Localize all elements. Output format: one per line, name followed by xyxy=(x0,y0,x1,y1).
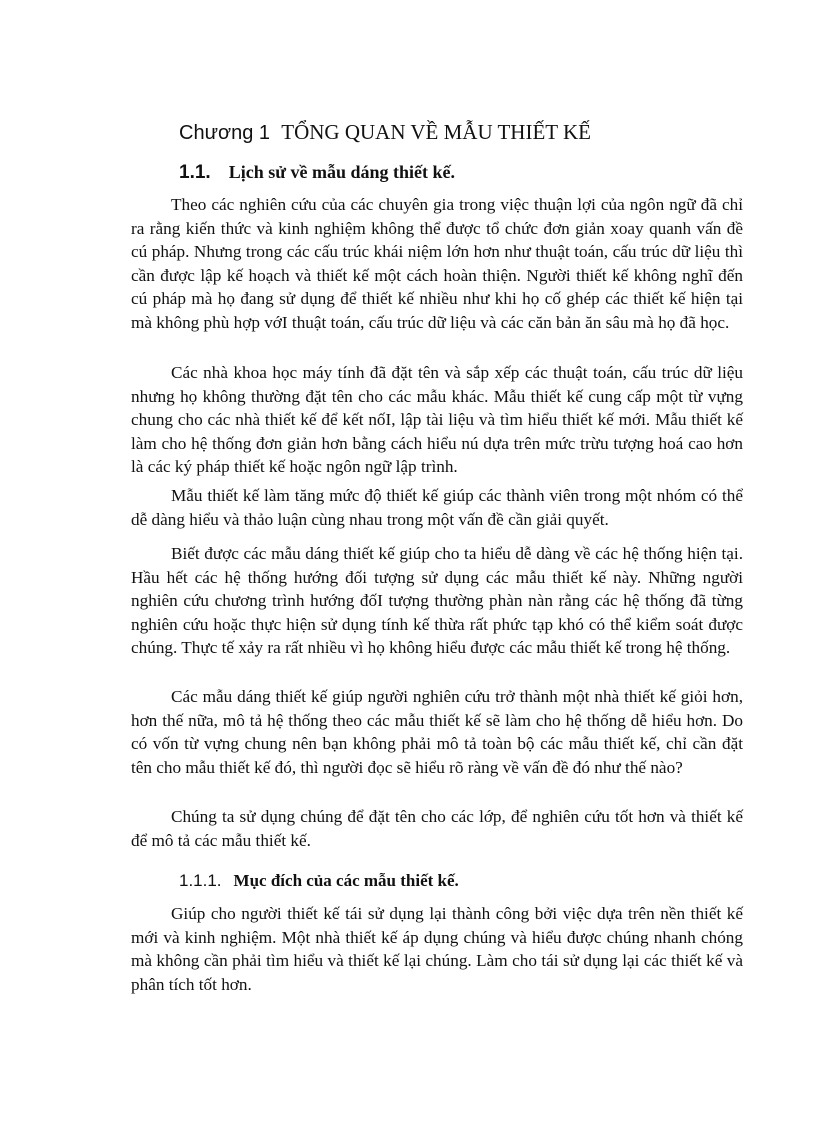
subsection-heading xyxy=(179,871,459,891)
chapter-title: TỔNG QUAN VỀ MẪU THIẾT KẾ xyxy=(281,120,591,144)
paragraph: Theo các nghiên cứu của các chuyên gia trong việc thuận lợi của ngôn ngữ đã chỉ ra rằng kiến thức và kinh nghiệm không thể được tổ chức đơn giản xoay quanh vấn đề cú pháp. Nhưng trong các cấu trúc khái niệm lớn hơn như thuật toán, cấu trúc dữ liệu thì cần được lập kế hoạch và thiết kế một cách hoàn thiện. Người thiết kế không nghĩ đến cú pháp mà họ đang sử dụng để thiết kế nhiều như khi họ cố ghép các thiết kế hiện tại mà không phù hợp vớI thuật toán, cấu trúc dữ liệu và các căn bản ăn sâu mà họ đã học. xyxy=(131,195,743,332)
paragraph: Biết được các mẫu dáng thiết kế giúp cho ta hiểu dễ dàng về các hệ thống hiện tại. Hầu hết các hệ thống hướng đối tượng sử dụng các mẫu thiết kế này. Những người nghiên cứu chương trình hướng đốI tượng thường phàn nàn rằng các hệ thống đã từng nghiên cứu hoặc thực hiện sử dụng tính kế thừa rất phức tạp khó có thể kiểm soát được chúng. Thực tế xảy ra rất nhiều vì họ không hiểu được các mẫu thiết kế trong hệ thống. xyxy=(131,544,743,658)
subsection-title: Mục đích của các mẫu thiết kế. xyxy=(233,871,459,890)
section-heading xyxy=(179,162,455,184)
paragraph: Mẫu thiết kế làm tăng mức độ thiết kế giúp các thành viên trong một nhóm có thể dễ dàng hiểu và thảo luận cùng nhau trong một vấn đề cần giải quyết. xyxy=(131,486,743,529)
section-number: 1.1. xyxy=(179,162,211,183)
paragraph: Giúp cho người thiết kế tái sử dụng lại thành công bởi việc dựa trên nền thiết kế mới và kinh nghiệm. Một nhà thiết kế áp dụng chúng và hiểu được chúng nhanh chóng mà không cần phải tìm hiểu và thiết kế lại chúng. Làm cho tái sử dụng lại các thiết kế và phân tích tốt hơn. xyxy=(131,904,743,994)
paragraph: Các mẫu dáng thiết kế giúp người nghiên cứu trở thành một nhà thiết kế giỏi hơn, hơn thế nữa, mô tả hệ thống theo các mẫu thiết kế sẽ làm cho hệ thống dễ hiểu hơn. Do có vốn từ vựng chung nên bạn không phải mô tả toàn bộ các mẫu thiết kế, chỉ cần đặt tên cho mẫu thiết kế đó, thì người đọc sẽ hiểu rõ ràng về vấn đề đó như thế nào? xyxy=(131,687,743,777)
chapter-heading xyxy=(179,120,591,145)
paragraph: Chúng ta sử dụng chúng để đặt tên cho các lớp, để nghiên cứu tốt hơn và thiết kế để mô tả các mẫu thiết kế. xyxy=(131,807,743,850)
section-title: Lịch sử về mẫu dáng thiết kế. xyxy=(228,162,456,182)
paragraph: Các nhà khoa học máy tính đã đặt tên và sắp xếp các thuật toán, cấu trúc dữ liệu nhưng họ không thường đặt tên cho các mẫu khác. Mẫu thiết kế cung cấp một từ vựng chung cho các nhà thiết kế để kết nốI, lập tài liệu và tìm hiểu thiết kế mới. Mẫu thiết kế làm cho hệ thống đơn giản hơn bằng cách hiểu nú dựa trên mức trừu tượng hoá cao hơn là các ký pháp thiết kế hoặc ngôn ngữ lập trình. xyxy=(131,363,743,477)
subsection-number: 1.1.1. xyxy=(179,871,222,890)
chapter-number: Chương 1 xyxy=(179,122,270,144)
